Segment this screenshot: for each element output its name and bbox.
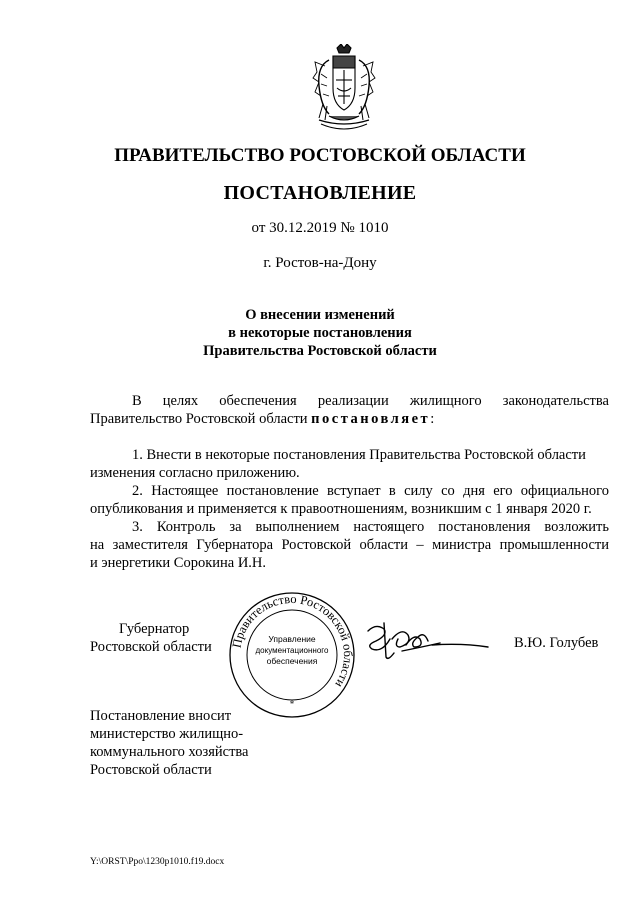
item-line: на заместителя Губернатора Ростовской области – министра промышленности (90, 537, 609, 553)
item-line: 3. Контроль за выполнением настоящего постановления возложить (132, 519, 609, 535)
preamble-text: Правительство Ростовской области (90, 411, 312, 427)
seal-outer-text-path: Правительство Ростовской области (229, 591, 356, 691)
file-path: Y:\ORST\Ppo\1230p1010.f19.docx (90, 857, 225, 867)
document-date-number: от 30.12.2019 № 1010 (251, 220, 389, 236)
item-1 (90, 446, 609, 482)
subject-line: Правительства Ростовской области (203, 343, 437, 359)
submitted-by-line: Постановление вносит (90, 708, 232, 724)
submitted-by (90, 707, 249, 779)
signatory-title (90, 620, 212, 656)
signatory-name: В.Ю. Голубев (514, 635, 599, 651)
item-line: и энергетики Сорокина И.Н. (90, 555, 267, 571)
seal-inner-line: документационного (255, 646, 329, 655)
item-line: изменения согласно приложению. (90, 465, 300, 481)
document-type: ПОСТАНОВЛЕНИЕ (223, 182, 417, 204)
coat-of-arms-icon (307, 44, 381, 134)
item-2 (90, 482, 609, 518)
submitted-by-line: Ростовской области (90, 762, 212, 778)
item-line: 2. Настоящее постановление вступает в силу со дня его официального (132, 483, 609, 499)
item-3 (90, 518, 609, 572)
handwritten-signature (362, 617, 492, 669)
subject-line: в некоторые постановления (228, 325, 412, 341)
signatory-title-line: Губернатор (119, 621, 190, 637)
document-subject (0, 306, 640, 360)
organization-title: ПРАВИТЕЛЬСТВО РОСТОВСКОЙ ОБЛАСТИ (114, 145, 526, 166)
seal-star-icon: * (289, 699, 295, 709)
document-place: г. Ростов-на-Дону (263, 255, 377, 271)
seal-inner-line: обеспечения (266, 656, 318, 666)
submitted-by-line: министерство жилищно- (90, 726, 244, 742)
subject-line: О внесении изменений (245, 307, 395, 323)
preamble-line: В целях обеспечения реализации жилищного законодательства (132, 393, 609, 409)
submitted-by-line: коммунального хозяйства (90, 744, 249, 760)
preamble (90, 392, 609, 428)
item-line: опубликования и применяется к правоотношениям, возникшим с 1 января 2020 г. (90, 501, 592, 517)
preamble-line (90, 410, 609, 428)
signatory-title-line: Ростовской области (90, 639, 212, 655)
item-line: 1. Внести в некоторые постановления Правительства Ростовской области (132, 447, 586, 463)
seal-inner-line: Управление (268, 634, 316, 644)
preamble-colon: : (430, 411, 435, 427)
official-seal (227, 590, 357, 720)
resolution-keyword: постановляет (311, 411, 431, 427)
